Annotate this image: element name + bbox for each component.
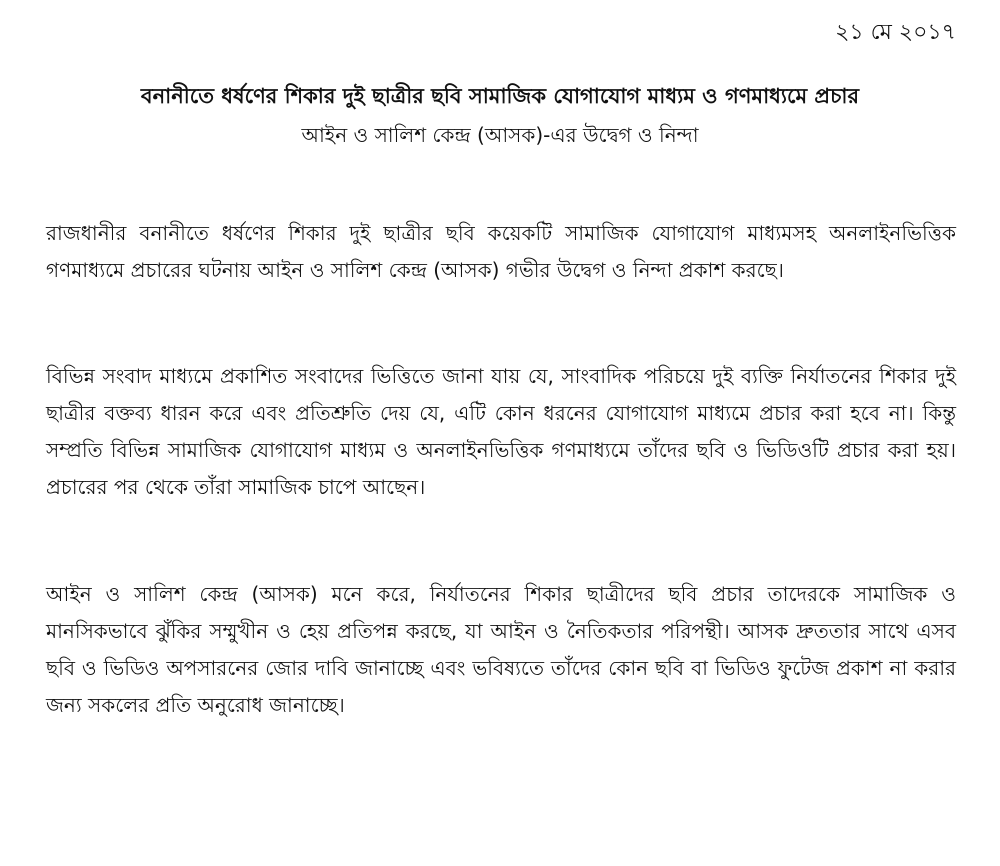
release-date: ২১ মে ২০১৭	[835, 20, 956, 45]
paragraph-3: আইন ও সালিশ কেন্দ্র (আসক) মনে করে, নির্যাতনের শিকার ছাত্রীদের ছবি প্রচার তাদেরকে সামাজিক ও মানসিকভাবে ঝুঁকির সম্মুখীন ও হেয় প্রতিপন্ন করছে, যা আইন ও নৈতিকতার পরিপন্থী। আসক দ্রুততার সাথে এসব ছবি ও ভিডিও অপসারনের জোর দাবি জানাচ্ছে এবং ভবিষ্যতে তাঁদের কোন ছবি বা ভিডিও ফুটেজ প্রকাশ না করার জন্য সকলের প্রতি অনুরোধ জানাচ্ছে।	[46, 582, 956, 717]
subtitle: আইন ও সালিশ কেন্দ্র (আসক)-এর উদ্বেগ ও নিন্দা	[301, 123, 699, 147]
headline: বনানীতে ধর্ষণের শিকার দুই ছাত্রীর ছবি সামাজিক যোগাযোগ মাধ্যম ও গণমাধ্যমে প্রচার	[140, 84, 860, 108]
paragraph-1: রাজধানীর বনানীতে ধর্ষণের শিকার দুই ছাত্রীর ছবি কয়েকটি সামাজিক যোগাযোগ মাধ্যমসহ অনলাইনভিত্তিক গণমাধ্যমে প্রচারের ঘটনায় আইন ও সালিশ কেন্দ্র (আসক) গভীর উদ্বেগ ও নিন্দা প্রকাশ করছে।	[46, 221, 956, 282]
paragraph-2: বিভিন্ন সংবাদ মাধ্যমে প্রকাশিত সংবাদের ভিত্তিতে জানা যায় যে, সাংবাদিক পরিচয়ে দুই ব্যক্তি নির্যাতনের শিকার দুই ছাত্রীর বক্তব্য ধারন করে এবং প্রতিশ্রুতি দেয় যে, এটি কোন ধরনের যোগাযোগ মাধ্যমে প্রচার করা হবে না। কিন্তু সম্প্রতি বিভিন্ন সামাজিক যোগাযোগ মাধ্যম ও অনলাইনভিত্তিক গণমাধ্যমে তাঁদের ছবি ও ভিডিওটি প্রচার করা হয়। প্রচারের পর থেকে তাঁরা সামাজিক চাপে আছেন।	[46, 364, 956, 499]
